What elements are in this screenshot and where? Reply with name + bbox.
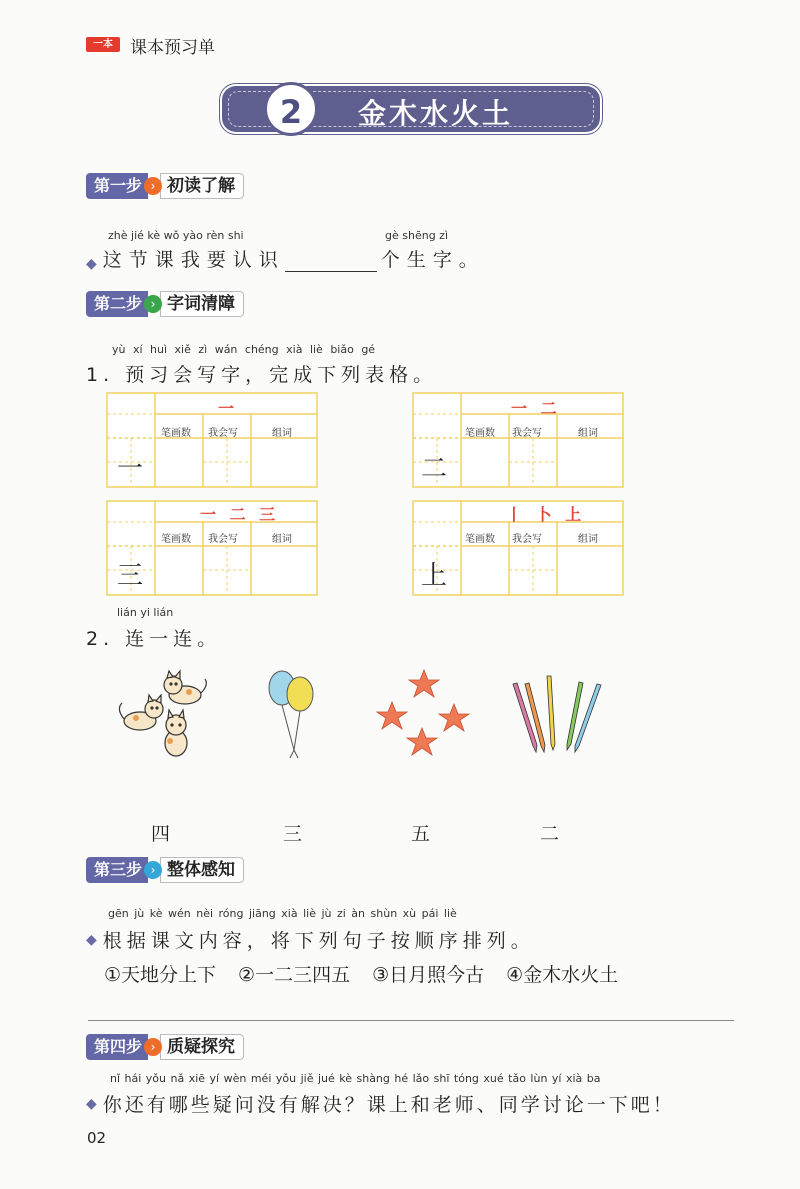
step1-pinyin-b: gè shēng zì <box>385 229 448 242</box>
bullet-icon: ◆ <box>86 1095 97 1112</box>
pencils-image[interactable] <box>505 670 605 755</box>
page-number: 02 <box>87 1129 107 1147</box>
step4-pinyin: nǐ hái yǒu nǎ xiē yí wèn méi yǒu jiě jué kè shàng hé lǎo shī tóng xué tǎo lùn yí xià ba <box>110 1072 601 1085</box>
lesson-banner <box>222 86 600 132</box>
arrow-icon: › <box>144 1038 162 1056</box>
table-char-3: 三 <box>117 561 144 591</box>
step4-line <box>86 1090 675 1117</box>
header-strokes: 笔画数 <box>161 428 191 439</box>
step1-label: 第一步 <box>86 173 148 199</box>
step2-header <box>86 290 244 318</box>
header-write: 我会写 <box>208 428 238 439</box>
stroke-order-2: 一 二 <box>511 399 561 418</box>
step1-text-a: 这节课我要认识 <box>102 249 285 271</box>
number-label-3[interactable]: 五 <box>411 823 431 845</box>
step3-name: 整体感知 <box>160 857 244 883</box>
header-strokes: 笔画数 <box>161 534 191 545</box>
step3-label: 第三步 <box>86 857 148 883</box>
stroke-order-3: 一 二 三 <box>200 505 280 524</box>
step1-name: 初读了解 <box>160 173 244 199</box>
header-strokes: 笔画数 <box>465 534 495 545</box>
step1-line <box>86 245 485 272</box>
step4-label: 第四步 <box>86 1034 148 1060</box>
arrow-icon: › <box>144 177 162 195</box>
step3-pinyin: gēn jù kè wén nèi róng jiāng xià liè jù zi àn shùn xù pái liè <box>108 907 457 920</box>
order-item-2: ②一二三四五 <box>238 964 351 986</box>
step2-name: 字词清障 <box>160 291 244 317</box>
number-label-2[interactable]: 三 <box>283 823 303 845</box>
step2-label: 第二步 <box>86 291 148 317</box>
header-words: 组词 <box>272 428 292 439</box>
cats-image[interactable] <box>110 665 220 760</box>
table-char-4: 上 <box>421 561 448 591</box>
step3-line <box>86 926 535 953</box>
step4-header <box>86 1033 244 1061</box>
arrow-icon: › <box>144 295 162 313</box>
header-strokes: 笔画数 <box>465 428 495 439</box>
brand-badge: 一本 <box>86 37 120 52</box>
step3-header <box>86 856 244 884</box>
bullet-icon: ◆ <box>86 931 97 948</box>
step1-header <box>86 172 244 200</box>
step1-pinyin-a: zhè jié kè wǒ yào rèn shi <box>108 229 244 242</box>
stars-image[interactable] <box>376 668 472 760</box>
header-title: 课本预习单 <box>130 38 215 58</box>
table-char-1: 一 <box>117 454 144 484</box>
number-label-1[interactable]: 四 <box>151 823 171 845</box>
order-item-4: ④金木水火土 <box>506 964 619 986</box>
order-item-1: ①天地分上下 <box>104 964 217 986</box>
step4-name: 质疑探究 <box>160 1034 244 1060</box>
stroke-order-1: 一 <box>218 399 239 418</box>
header-words: 组词 <box>272 534 292 545</box>
header-words: 组词 <box>578 428 598 439</box>
arrow-icon: › <box>144 861 162 879</box>
number-label-4[interactable]: 二 <box>540 823 560 845</box>
q1-pinyin: yù xí huì xiě zì wán chéng xià liè biǎo gé <box>112 343 376 356</box>
order-item-3: ③日月照今古 <box>372 964 485 986</box>
header-write: 我会写 <box>208 534 238 545</box>
order-list <box>104 960 618 987</box>
lesson-title: 金木水火土 <box>358 97 514 130</box>
q2-pinyin: lián yi lián <box>117 606 174 619</box>
q1-text: 1. 预习会写字，完成下列表格。 <box>86 364 438 386</box>
header-words: 组词 <box>578 534 598 545</box>
balloons-image[interactable] <box>262 668 324 763</box>
step4-text: 你还有哪些疑问没有解决？课上和老师、同学讨论一下吧！ <box>102 1094 675 1116</box>
stroke-order-4: 丨 卜 上 <box>506 505 586 524</box>
lesson-number: 2 <box>264 82 318 136</box>
q2-text: 2. 连一连。 <box>86 628 222 650</box>
header-write: 我会写 <box>512 534 542 545</box>
divider <box>88 1020 734 1021</box>
count-blank[interactable] <box>285 251 377 272</box>
header-write: 我会写 <box>512 428 542 439</box>
table-char-2: 二 <box>421 454 448 484</box>
step1-text-b: 个生字。 <box>380 249 485 271</box>
step3-text: 根据课文内容，将下列句子按顺序排列。 <box>102 930 535 952</box>
bullet-icon: ◆ <box>86 256 97 272</box>
